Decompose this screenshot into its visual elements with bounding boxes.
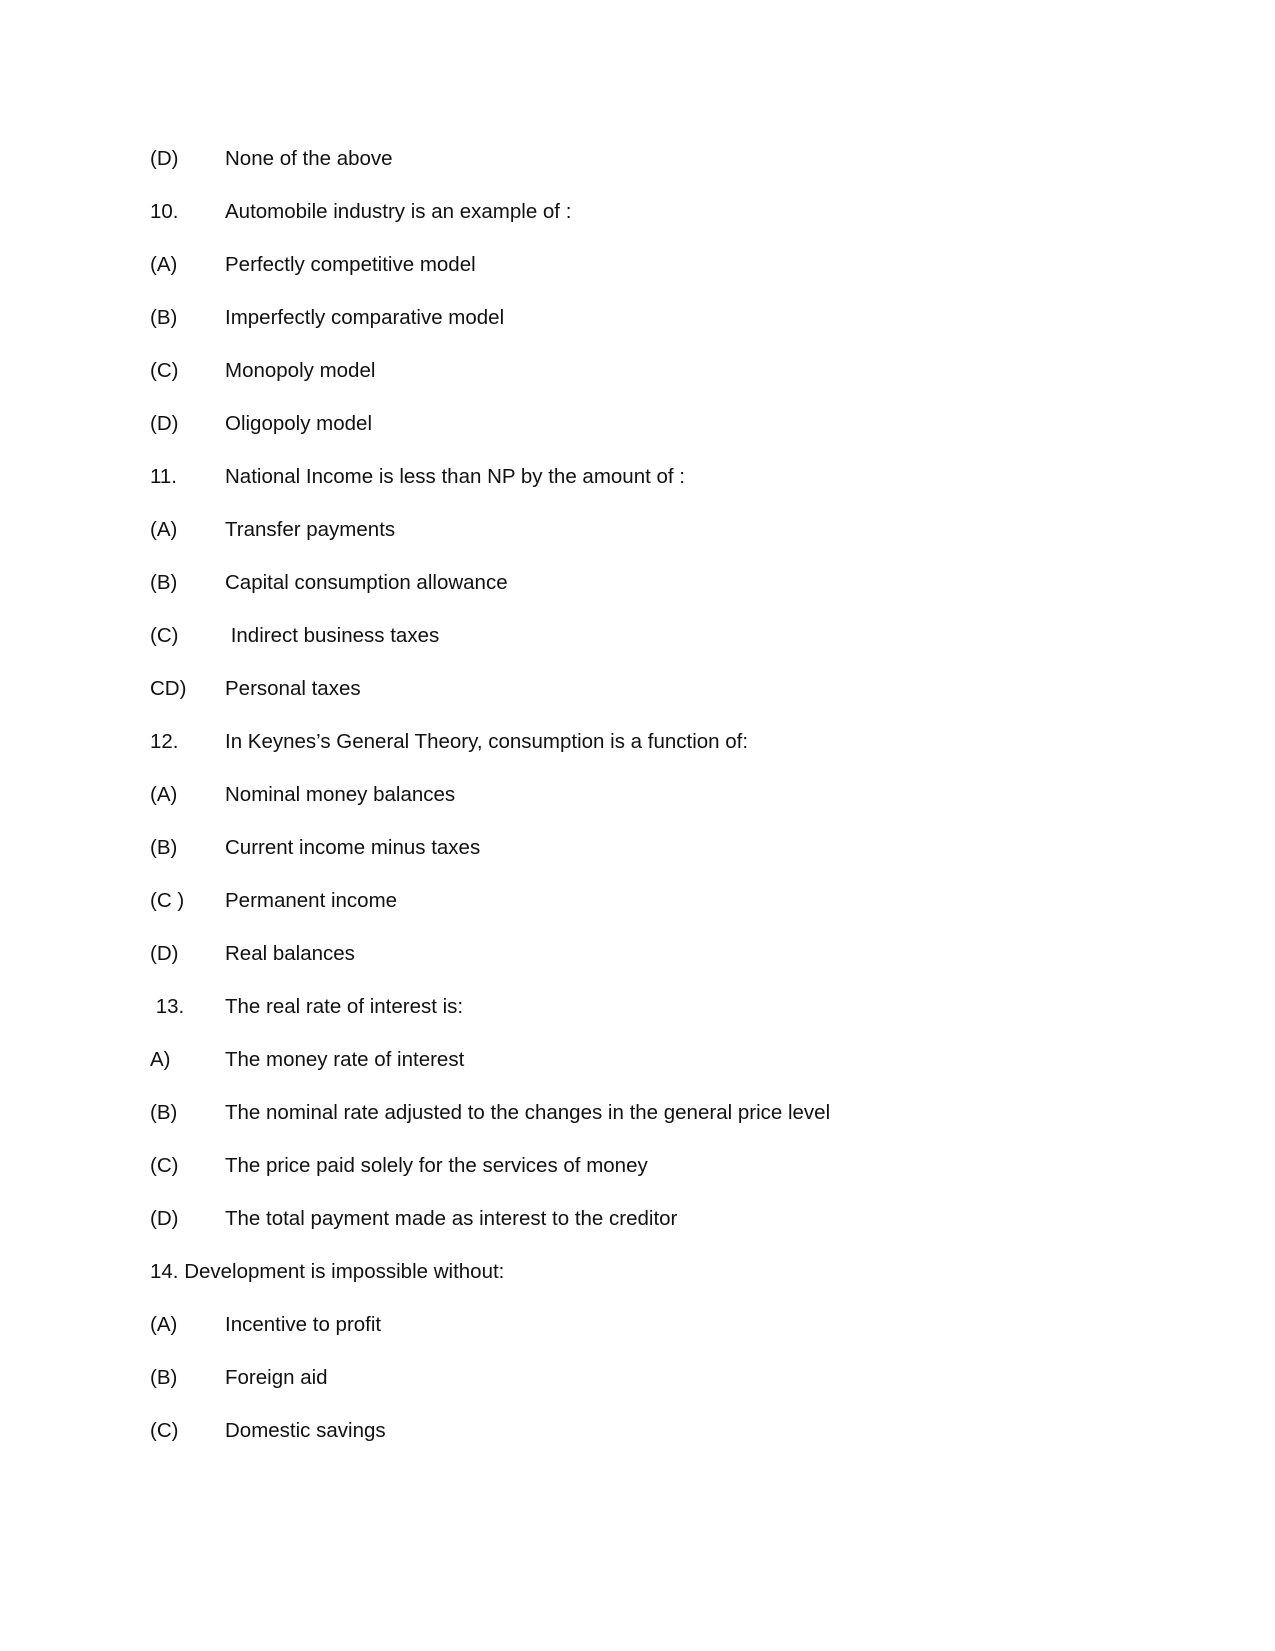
option-label: (C) — [150, 359, 179, 382]
option-text: Indirect business taxes — [225, 624, 440, 647]
option-line — [150, 889, 1150, 942]
question-line — [150, 465, 1150, 518]
option-text: Transfer payments — [225, 518, 396, 541]
option-label: (D) — [150, 942, 179, 965]
option-label: CD) — [150, 677, 187, 700]
question-line — [150, 995, 1150, 1048]
option-line — [150, 359, 1150, 412]
option-label: (C) — [150, 1419, 179, 1442]
option-label: (D) — [150, 147, 179, 170]
option-line — [150, 412, 1150, 465]
option-text: Nominal money balances — [225, 783, 456, 806]
option-label: (A) — [150, 253, 178, 276]
option-text: The price paid solely for the services of money — [225, 1154, 648, 1177]
option-line — [150, 783, 1150, 836]
option-line — [150, 571, 1150, 624]
option-line — [150, 1313, 1150, 1366]
option-text: The nominal rate adjusted to the changes in the general price level — [225, 1101, 831, 1124]
option-text: None of the above — [225, 147, 393, 170]
option-line — [150, 1048, 1150, 1101]
question-line — [150, 1260, 1150, 1313]
option-label: A) — [150, 1048, 171, 1071]
option-line — [150, 1101, 1150, 1154]
option-label: (B) — [150, 836, 178, 859]
question-line — [150, 730, 1150, 783]
option-label: (D) — [150, 1207, 179, 1230]
question-text: National Income is less than NP by the amount of : — [225, 465, 685, 488]
option-line — [150, 677, 1150, 730]
option-text: Monopoly model — [225, 359, 376, 382]
option-text: The total payment made as interest to the creditor — [225, 1207, 678, 1230]
question-text: 14. Development is impossible without: — [150, 1260, 505, 1283]
option-text: Current income minus taxes — [225, 836, 481, 859]
option-text: Capital consumption allowance — [225, 571, 508, 594]
option-label: (A) — [150, 783, 178, 806]
option-line — [150, 1154, 1150, 1207]
option-line — [150, 1366, 1150, 1419]
option-label: (B) — [150, 306, 178, 329]
option-line — [150, 253, 1150, 306]
option-label: (C) — [150, 1154, 179, 1177]
option-text: Perfectly competitive model — [225, 253, 476, 276]
option-text: Incentive to profit — [225, 1313, 382, 1336]
option-label: (B) — [150, 1101, 178, 1124]
question-number: 12. — [150, 730, 179, 753]
option-text: Oligopoly model — [225, 412, 372, 435]
option-text: Imperfectly comparative model — [225, 306, 505, 329]
option-text: Personal taxes — [225, 677, 361, 700]
question-list — [150, 147, 1150, 1472]
option-line — [150, 836, 1150, 889]
option-line — [150, 1419, 1150, 1472]
question-number: 10. — [150, 200, 179, 223]
question-number: 13. — [150, 995, 185, 1018]
question-number: 11. — [150, 465, 177, 488]
option-text: Real balances — [225, 942, 355, 965]
option-text: Foreign aid — [225, 1366, 328, 1389]
question-text: The real rate of interest is: — [225, 995, 464, 1018]
option-line — [150, 1207, 1150, 1260]
option-label: (C) — [150, 624, 179, 647]
option-label: (A) — [150, 1313, 178, 1336]
option-label: (A) — [150, 518, 178, 541]
option-text: The money rate of interest — [225, 1048, 465, 1071]
option-text: Domestic savings — [225, 1419, 386, 1442]
option-label: (D) — [150, 412, 179, 435]
option-line — [150, 624, 1150, 677]
question-line — [150, 200, 1150, 253]
option-line — [150, 306, 1150, 359]
option-label: (B) — [150, 571, 178, 594]
option-line — [150, 147, 1150, 200]
option-line — [150, 942, 1150, 995]
option-text: Permanent income — [225, 889, 398, 912]
option-label: (B) — [150, 1366, 178, 1389]
option-label: (C ) — [150, 889, 185, 912]
option-line — [150, 518, 1150, 571]
question-text: In Keynes’s General Theory, consumption is a function of: — [225, 730, 749, 753]
question-text: Automobile industry is an example of : — [225, 200, 572, 223]
